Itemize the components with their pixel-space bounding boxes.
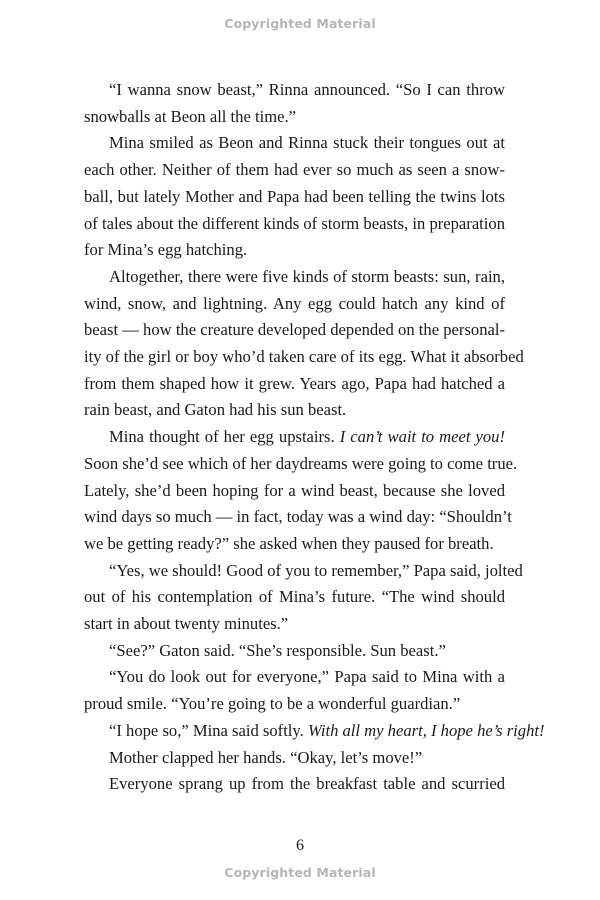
text-line: wind, snow, and lightning. Any egg could hatch any kind of <box>84 293 505 313</box>
copyright-watermark-top: Copyrighted Material <box>224 16 376 31</box>
paragraph-6 <box>84 638 505 665</box>
paragraph-2 <box>84 130 505 264</box>
text-line: Soon she’d see which of her daydreams were going to come true. <box>84 453 518 473</box>
paragraph-3 <box>84 264 524 424</box>
text-line: “Yes, we should! Good of you to remember,” Papa said, jolted <box>109 560 523 580</box>
text-line: out of his contemplation of Mina’s future. “The wind should <box>84 587 505 607</box>
text-line: of tales about the different kinds of storm beasts, in preparation <box>84 213 505 233</box>
text-line: beast — how the creature developed depended on the personal- <box>84 320 505 340</box>
text-line: ball, but lately Mother and Papa had been telling the twins lots <box>84 186 505 206</box>
paragraph-4 <box>84 424 518 558</box>
text-line: ity of the girl or boy who’d taken care of its egg. What it absorbed <box>84 347 524 367</box>
text-run: Mina thought of her egg upstairs. <box>109 427 340 447</box>
paragraph-5 <box>84 558 523 638</box>
text-line: we be getting ready?” she asked when they paused for breath. <box>84 533 494 553</box>
text-line: rain beast, and Gaton had his sun beast. <box>84 400 347 420</box>
text-line: each other. Neither of them had ever so much as seen a snow- <box>84 160 505 180</box>
copyright-watermark-bottom: Copyrighted Material <box>224 865 376 880</box>
paragraph-10 <box>84 771 505 798</box>
page-number: 6 <box>296 837 304 854</box>
text-line: Mother clapped her hands. “Okay, let’s move!” <box>109 747 423 767</box>
text-line: Lately, she’d been hoping for a wind beast, because she loved <box>84 480 505 500</box>
text-line <box>84 424 505 451</box>
text-line: Altogether, there were five kinds of storm beasts: sun, rain, <box>109 266 505 286</box>
text-line: “I wanna snow beast,” Rinna announced. “So I can throw <box>109 80 505 99</box>
text-line: Mina smiled as Beon and Rinna stuck their tongues out at <box>109 133 505 153</box>
text-line <box>84 718 545 745</box>
text-line: “See?” Gaton said. “She’s responsible. Sun beast.” <box>109 640 446 660</box>
paragraph-7 <box>84 664 505 717</box>
text-line: proud smile. “You’re going to be a wonderful guardian.” <box>84 694 461 714</box>
text-line: Everyone sprang up from the breakfast table and scurried <box>109 774 505 794</box>
text-line: start in about twenty minutes.” <box>84 614 289 634</box>
text-line: snowballs at Beon all the time.” <box>84 106 296 126</box>
italic-thought: With all my heart, I hope he’s right! <box>307 720 545 740</box>
paragraph-8 <box>84 718 545 745</box>
paragraph-9 <box>84 745 505 772</box>
paragraph-1 <box>84 77 505 130</box>
text-line: wind days so much — in fact, today was a wind day: “Shouldn’t <box>84 507 512 527</box>
italic-thought: I can’t wait to meet you! <box>339 427 505 447</box>
text-run: “I hope so,” Mina said softly. <box>109 720 308 740</box>
text-line: for Mina’s egg hatching. <box>84 240 248 260</box>
text-line: “You do look out for everyone,” Papa said to Mina with a <box>109 667 505 687</box>
text-line: from them shaped how it grew. Years ago, Papa had hatched a <box>84 373 505 393</box>
page-body <box>84 77 545 798</box>
